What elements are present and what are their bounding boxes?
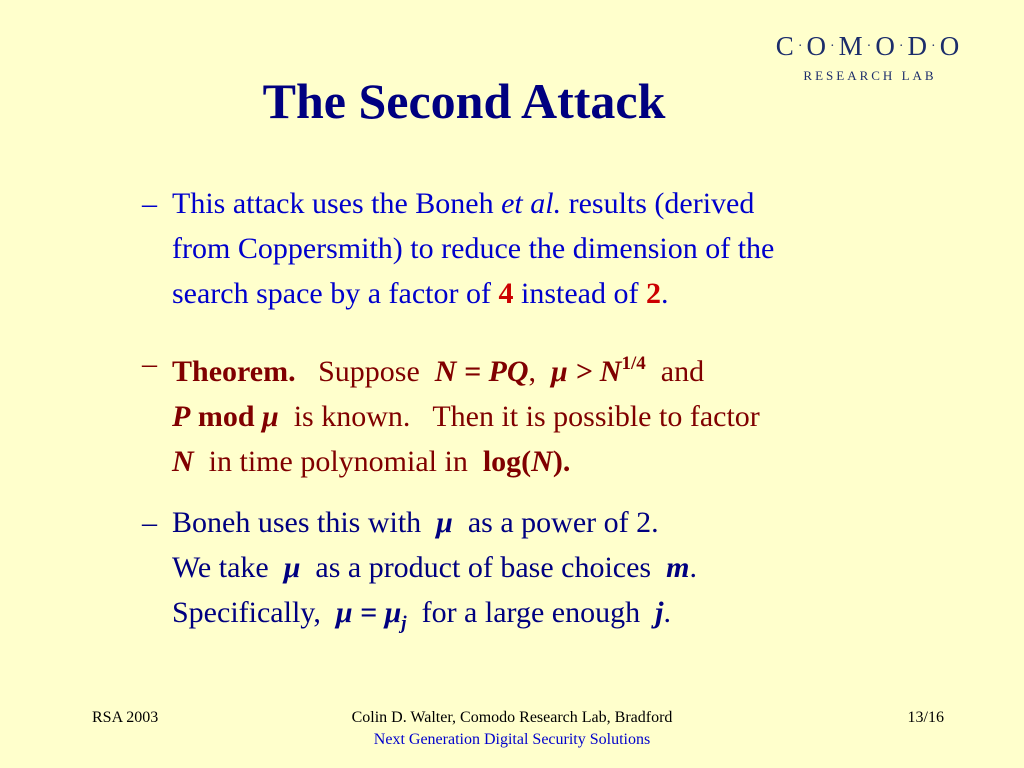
bullet-dash: –	[142, 506, 157, 539]
bullet-text	[172, 341, 932, 484]
bullet-text	[172, 181, 932, 316]
text-line: N in time polynomial in log(N).	[172, 445, 571, 478]
text-line: This attack uses the Boneh et al. results (derived	[172, 187, 755, 220]
footer-author	[0, 707, 1024, 751]
footer-tagline: Next Generation Digital Security Solutions	[373, 731, 651, 748]
text-line: Specifically, $\mu = \mu_j$ for a large enough j.	[172, 596, 671, 634]
logo-subtitle: RESEARCH LAB	[803, 68, 937, 83]
footer-author-line: Colin D. Walter, Comodo Research Lab, Bradford	[351, 709, 673, 726]
text-line: search space by a factor of 4 instead of 2.	[172, 277, 669, 310]
text-line: Theorem. Suppose N = PQ, $\mu > N^{1/4}$ and	[172, 353, 705, 388]
slide-title: The Second Attack	[262, 73, 666, 129]
footer-conference: RSA 2003	[92, 709, 159, 726]
text-line: from Coppersmith) to reduce the dimension of the	[172, 232, 775, 265]
bullet-text	[172, 500, 932, 646]
text-line: P mod μ is known. Then it is possible to factor	[172, 400, 760, 433]
logo-wordmark: C · O · M · O · D · O	[775, 31, 961, 61]
bullet-dash: –	[142, 187, 157, 220]
text-line: Boneh uses this with μ as a power of 2.	[172, 506, 659, 539]
text-line: We take μ as a product of base choices m.	[172, 551, 697, 584]
footer-page-number: 13/16	[907, 709, 944, 726]
bullet-dash: –	[142, 347, 157, 380]
